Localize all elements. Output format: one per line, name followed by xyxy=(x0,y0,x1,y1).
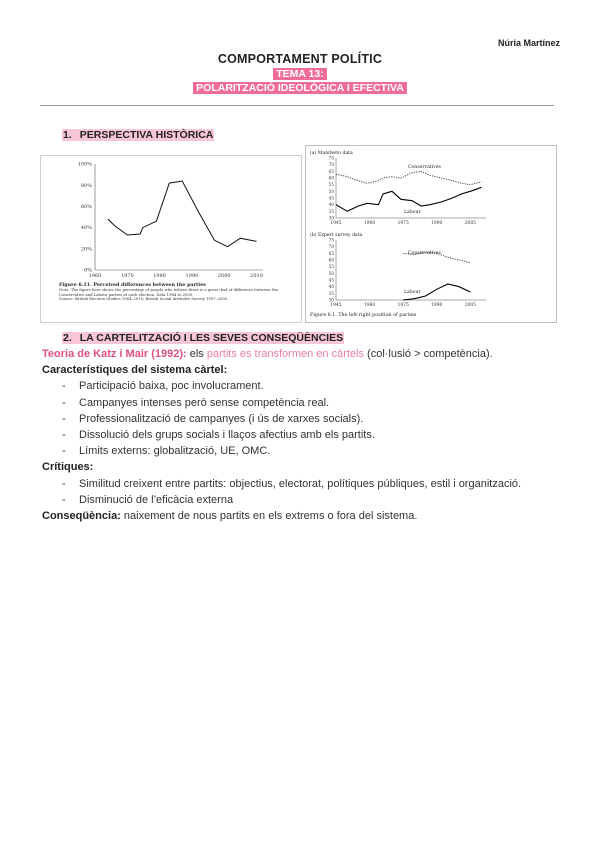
f2a-x-tick: 2005 xyxy=(464,221,476,226)
figure-2-caption: Figure 6.1. The left-right position of parties xyxy=(310,313,417,318)
theory-pre: els xyxy=(186,348,207,360)
topic-subtitle xyxy=(0,82,600,94)
consequence-text: naixement de nous partits en els extrems o fora del sistema. xyxy=(120,510,418,523)
f2a-y-tick: 40 xyxy=(328,202,334,208)
theory-label: Teoria de Katz i Mair (1992): xyxy=(42,348,187,360)
characteristics-list xyxy=(42,378,556,459)
f2a-y-tick: 30 xyxy=(328,215,334,221)
theory-highlight: partits es transformen en càrtels xyxy=(206,348,364,360)
list-item: - Participació baixa, poc involucrament. xyxy=(42,378,556,394)
section-2-number: 2. xyxy=(63,332,72,344)
figure-2-chart xyxy=(306,146,556,322)
figure-1-caption-source: Source: British Election Studies 1964–2015; British Social Attitudes Survey 1997–2005. xyxy=(59,296,229,302)
f2b-y-tick: 30 xyxy=(328,297,334,303)
header-divider xyxy=(40,105,554,106)
f2b-y-tick: 40 xyxy=(328,284,334,290)
figure-2a-conservatives-label: Conservatives xyxy=(408,165,441,170)
figure-1-y-tick: 80% xyxy=(80,182,92,189)
theory-post: (col·lusió > competència). xyxy=(363,348,493,360)
f2b-x-tick: 2005 xyxy=(464,303,476,308)
figure-1-x-tick: 1990 xyxy=(185,273,199,279)
f2b-y-tick: 45 xyxy=(328,277,334,283)
section-2-title: LA CARTELITZACIÓ I LES SEVES CONSEQÜÈNCIES xyxy=(79,332,344,344)
figure-1-caption-title: Figure 6.11. Perceived differences between the parties xyxy=(59,282,206,288)
figure-1-y-tick: 40% xyxy=(80,225,92,232)
f2a-y-tick: 60 xyxy=(328,175,334,181)
figure-1-x-tick: 2000 xyxy=(217,273,231,279)
list-item: - Campanyes intenses però sense competència real. xyxy=(42,395,556,411)
list-item: - Similitud creixent entre partits: objectius, electorat, polítiques públiques, estil i organització. xyxy=(42,476,556,492)
figure-perceived-differences xyxy=(40,155,302,323)
topic-number xyxy=(0,68,600,80)
author-name: Núria Martínez xyxy=(497,38,560,48)
list-item: - Límits externs: globalització, UE, OMC. xyxy=(42,443,556,459)
topic-number-label: TEMA 13: xyxy=(273,68,326,80)
section-2-heading xyxy=(62,332,344,344)
figure-1-x-tick: 1960 xyxy=(88,273,102,279)
figure-2-panel-a-label: (a) Manifesto data xyxy=(310,151,353,156)
f2a-y-tick: 45 xyxy=(328,195,334,201)
f2a-y-tick: 70 xyxy=(328,162,334,168)
f2a-y-tick: 55 xyxy=(328,182,334,188)
figure-1-x-tick: 1980 xyxy=(153,273,166,279)
f2b-y-tick: 55 xyxy=(328,264,334,270)
section-1-number: 1. xyxy=(63,129,72,141)
theory-paragraph xyxy=(42,346,556,362)
list-item: - Dissolució dels grups socials i llaços afectius amb els partits. xyxy=(42,427,556,443)
figure-2a-conservatives-line xyxy=(336,171,482,184)
f2b-x-tick: 1975 xyxy=(397,303,409,308)
figure-2-panel-b-label: (b) Expert survey data xyxy=(310,233,363,238)
f2a-y-tick: 65 xyxy=(328,168,334,174)
section-2-body xyxy=(42,346,556,524)
figure-1-line xyxy=(108,181,257,247)
figure-1-chart xyxy=(41,156,301,322)
f2a-x-tick: 1945 xyxy=(330,221,342,226)
f2a-y-tick: 75 xyxy=(328,155,334,161)
figure-2a-labour-label: Labour xyxy=(404,210,421,215)
f2a-y-tick: 50 xyxy=(328,188,334,194)
figure-2b-labour-label: Labour xyxy=(404,290,421,295)
list-item: - Professionalització de campanyes (i ús de xarxes socials). xyxy=(42,411,556,427)
f2b-y-tick: 35 xyxy=(328,290,334,296)
critiques-label: Crítiques: xyxy=(42,461,94,474)
topic-subtitle-label: POLARITZACIÓ IDEOLÒGICA I EFECTIVA xyxy=(193,82,407,94)
figure-2b-conservatives-label: Conservatives xyxy=(408,251,441,256)
list-item: - Disminució de l’eficàcia externa xyxy=(42,492,556,508)
f2a-x-tick: 1990 xyxy=(431,221,443,226)
figure-1-y-tick: 100% xyxy=(77,161,92,168)
figure-1-caption-note: Note: The figure here shows the percentage of people who believe there is a great deal of difference between the Conservative and Labour parties at each election. Data 1964 to 2005. xyxy=(59,288,279,297)
section-1-heading xyxy=(62,129,214,141)
figure-1-x-tick: 1970 xyxy=(120,273,134,279)
critiques-list xyxy=(42,476,556,508)
f2b-y-tick: 60 xyxy=(328,257,334,263)
figure-1-x-tick: 2010 xyxy=(250,273,263,279)
consequence-paragraph xyxy=(42,508,556,524)
f2b-x-tick: 1945 xyxy=(330,303,342,308)
f2b-x-tick: 1990 xyxy=(431,303,443,308)
figure-1-y-tick: 0% xyxy=(84,267,92,274)
f2b-y-tick: 75 xyxy=(328,237,334,243)
f2b-y-tick: 70 xyxy=(328,244,334,250)
figure-left-right-position xyxy=(305,145,557,323)
document-title: COMPORTAMENT POLÍTIC xyxy=(217,52,383,66)
f2b-y-tick: 65 xyxy=(328,250,334,256)
figure-1-y-tick: 20% xyxy=(80,246,92,253)
f2b-y-tick: 50 xyxy=(328,270,334,276)
f2a-y-tick: 35 xyxy=(328,208,334,214)
figure-2a-labour-line xyxy=(336,187,482,211)
figure-1-y-tick: 60% xyxy=(80,204,92,210)
section-1-title: PERSPECTIVA HISTÒRICA xyxy=(79,129,214,141)
characteristics-label: Característiques del sistema càrtel: xyxy=(42,364,228,377)
f2a-x-tick: 1975 xyxy=(397,221,409,226)
f2b-x-tick: 1960 xyxy=(363,303,376,308)
f2a-x-tick: 1960 xyxy=(363,221,376,226)
consequence-label: Conseqüència: xyxy=(42,510,121,523)
